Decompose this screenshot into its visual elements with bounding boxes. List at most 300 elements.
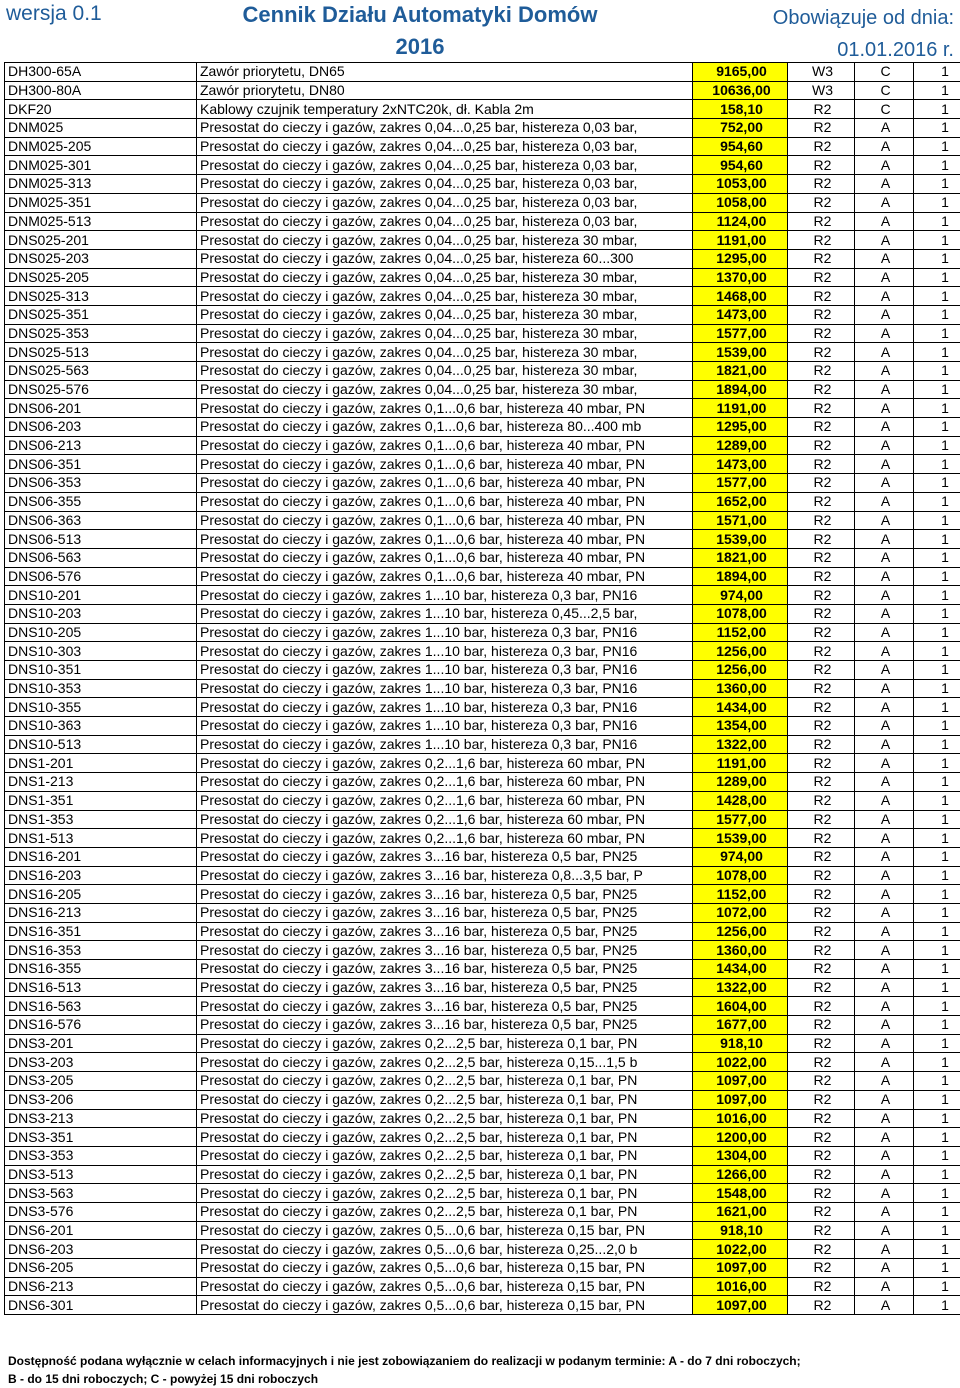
product-description-cell: Presostat do cieczy i gazów, zakres 0,1...0,6 bar, histereza 40 mbar, PN — [197, 511, 693, 530]
price-group-cell: R2 — [788, 997, 855, 1016]
product-price-cell: 1894,00 — [693, 567, 788, 586]
availability-footnote — [8, 1352, 958, 1388]
table-row — [5, 268, 960, 287]
product-code-cell: DNS025-203 — [5, 249, 197, 268]
product-code-cell: DNS6-201 — [5, 1221, 197, 1240]
product-price-cell: 1652,00 — [693, 492, 788, 511]
product-price-cell: 10636,00 — [693, 81, 788, 100]
product-code-cell: DNS025-563 — [5, 362, 197, 381]
product-description-cell: Presostat do cieczy i gazów, zakres 3...16 bar, histereza 0,5 bar, PN25 — [197, 941, 693, 960]
product-code-cell: DNS025-313 — [5, 287, 197, 306]
product-description-cell: Presostat do cieczy i gazów, zakres 3...16 bar, histereza 0,5 bar, PN25 — [197, 978, 693, 997]
price-group-cell: R2 — [788, 1296, 855, 1315]
product-description-cell: Presostat do cieczy i gazów, zakres 3...16 bar, histereza 0,5 bar, PN25 — [197, 960, 693, 979]
price-group-cell: R2 — [788, 231, 855, 250]
unit-cell: 1 — [914, 885, 960, 904]
availability-cell: A — [855, 193, 914, 212]
price-group-cell: R2 — [788, 679, 855, 698]
product-code-cell: DNS06-351 — [5, 455, 197, 474]
product-description-cell: Presostat do cieczy i gazów, zakres 0,5...0,6 bar, histereza 0,15 bar, PN — [197, 1277, 693, 1296]
availability-cell: A — [855, 436, 914, 455]
price-group-cell: R2 — [788, 193, 855, 212]
product-price-cell: 1058,00 — [693, 193, 788, 212]
price-group-cell: R2 — [788, 119, 855, 138]
product-price-cell: 1289,00 — [693, 773, 788, 792]
page-title-year: 2016 — [395, 34, 445, 59]
product-code-cell: DNS1-213 — [5, 773, 197, 792]
availability-cell: A — [855, 661, 914, 680]
product-price-cell: 1473,00 — [693, 455, 788, 474]
product-price-cell: 1097,00 — [693, 1072, 788, 1091]
product-code-cell: DNS10-203 — [5, 604, 197, 623]
unit-cell: 1 — [914, 922, 960, 941]
table-row — [5, 100, 960, 119]
product-code-cell: DNS06-203 — [5, 418, 197, 437]
product-description-cell: Presostat do cieczy i gazów, zakres 0,04...0,25 bar, histereza 30 mbar, — [197, 268, 693, 287]
availability-cell: A — [855, 1202, 914, 1221]
product-description-cell: Presostat do cieczy i gazów, zakres 1...10 bar, histereza 0,3 bar, PN16 — [197, 623, 693, 642]
price-group-cell: R2 — [788, 1016, 855, 1035]
availability-cell: A — [855, 754, 914, 773]
product-description-cell: Presostat do cieczy i gazów, zakres 0,04...0,25 bar, histereza 30 mbar, — [197, 362, 693, 381]
unit-cell: 1 — [914, 1165, 960, 1184]
table-row — [5, 175, 960, 194]
availability-cell: A — [855, 1184, 914, 1203]
price-group-cell: R2 — [788, 698, 855, 717]
product-description-cell: Presostat do cieczy i gazów, zakres 1...10 bar, histereza 0,3 bar, PN16 — [197, 661, 693, 680]
product-description-cell: Presostat do cieczy i gazów, zakres 1...10 bar, histereza 0,3 bar, PN16 — [197, 642, 693, 661]
product-price-cell: 1022,00 — [693, 1053, 788, 1072]
product-code-cell: DH300-80A — [5, 81, 197, 100]
table-row — [5, 1165, 960, 1184]
table-row — [5, 455, 960, 474]
availability-cell: A — [855, 586, 914, 605]
price-group-cell: R2 — [788, 829, 855, 848]
price-group-cell: R2 — [788, 717, 855, 736]
product-description-cell: Presostat do cieczy i gazów, zakres 0,2...2,5 bar, histereza 0,15...1,5 b — [197, 1053, 693, 1072]
unit-cell: 1 — [914, 343, 960, 362]
availability-cell: A — [855, 679, 914, 698]
table-row — [5, 362, 960, 381]
table-row — [5, 735, 960, 754]
availability-cell: C — [855, 100, 914, 119]
unit-cell: 1 — [914, 1109, 960, 1128]
product-code-cell: DNS06-201 — [5, 399, 197, 418]
product-price-cell: 1821,00 — [693, 362, 788, 381]
product-price-cell: 1370,00 — [693, 268, 788, 287]
product-description-cell: Presostat do cieczy i gazów, zakres 3...16 bar, histereza 0,5 bar, PN25 — [197, 1016, 693, 1035]
product-description-cell: Presostat do cieczy i gazów, zakres 0,2...2,5 bar, histereza 0,1 bar, PN — [197, 1109, 693, 1128]
availability-cell: A — [855, 941, 914, 960]
product-price-cell: 1428,00 — [693, 791, 788, 810]
table-row — [5, 1221, 960, 1240]
product-price-cell: 1016,00 — [693, 1277, 788, 1296]
unit-cell: 1 — [914, 119, 960, 138]
table-row — [5, 586, 960, 605]
availability-cell: A — [855, 1109, 914, 1128]
product-code-cell: DNS16-355 — [5, 960, 197, 979]
table-row — [5, 810, 960, 829]
product-price-cell: 158,10 — [693, 100, 788, 119]
table-row — [5, 1240, 960, 1259]
table-row — [5, 343, 960, 362]
unit-cell: 1 — [914, 661, 960, 680]
availability-cell: A — [855, 1277, 914, 1296]
price-group-cell: R2 — [788, 903, 855, 922]
product-code-cell: DNS6-301 — [5, 1296, 197, 1315]
price-group-cell: R2 — [788, 1090, 855, 1109]
product-description-cell: Presostat do cieczy i gazów, zakres 1...10 bar, histereza 0,3 bar, PN16 — [197, 698, 693, 717]
product-description-cell: Presostat do cieczy i gazów, zakres 0,1...0,6 bar, histereza 40 mbar, PN — [197, 567, 693, 586]
product-code-cell: DNS16-213 — [5, 903, 197, 922]
unit-cell: 1 — [914, 791, 960, 810]
unit-cell: 1 — [914, 175, 960, 194]
price-group-cell: R2 — [788, 492, 855, 511]
product-description-cell: Presostat do cieczy i gazów, zakres 0,5...0,6 bar, histereza 0,25...2,0 b — [197, 1240, 693, 1259]
unit-cell: 1 — [914, 1072, 960, 1091]
product-price-cell: 1266,00 — [693, 1165, 788, 1184]
price-group-cell: R2 — [788, 399, 855, 418]
table-row — [5, 63, 960, 82]
product-price-cell: 1022,00 — [693, 1240, 788, 1259]
table-row — [5, 866, 960, 885]
price-group-cell: R2 — [788, 735, 855, 754]
availability-cell: A — [855, 604, 914, 623]
price-group-cell: R2 — [788, 885, 855, 904]
product-description-cell: Presostat do cieczy i gazów, zakres 0,04...0,25 bar, histereza 0,03 bar, — [197, 212, 693, 231]
product-code-cell: DNS16-576 — [5, 1016, 197, 1035]
price-group-cell: R2 — [788, 941, 855, 960]
page-title: Cennik Działu Automatyki Domów — [242, 2, 598, 27]
product-description-cell: Zawór priorytetu, DN80 — [197, 81, 693, 100]
price-table-body — [5, 63, 960, 1315]
unit-cell: 1 — [914, 1277, 960, 1296]
unit-cell: 1 — [914, 511, 960, 530]
table-row — [5, 623, 960, 642]
unit-cell: 1 — [914, 249, 960, 268]
availability-cell: A — [855, 1090, 914, 1109]
price-group-cell: R2 — [788, 380, 855, 399]
product-price-cell: 1078,00 — [693, 866, 788, 885]
product-price-cell: 1152,00 — [693, 885, 788, 904]
product-code-cell: DNM025 — [5, 119, 197, 138]
price-group-cell: R2 — [788, 343, 855, 362]
product-code-cell: DNS06-513 — [5, 530, 197, 549]
unit-cell: 1 — [914, 1184, 960, 1203]
price-group-cell: W3 — [788, 63, 855, 82]
price-group-cell: R2 — [788, 1128, 855, 1147]
product-description-cell: Presostat do cieczy i gazów, zakres 0,2...2,5 bar, histereza 0,1 bar, PN — [197, 1146, 693, 1165]
product-description-cell: Presostat do cieczy i gazów, zakres 0,04...0,25 bar, histereza 30 mbar, — [197, 343, 693, 362]
product-price-cell: 1539,00 — [693, 343, 788, 362]
product-description-cell: Presostat do cieczy i gazów, zakres 3...16 bar, histereza 0,5 bar, PN25 — [197, 885, 693, 904]
product-description-cell: Presostat do cieczy i gazów, zakres 0,1...0,6 bar, histereza 40 mbar, PN — [197, 530, 693, 549]
product-description-cell: Presostat do cieczy i gazów, zakres 0,04...0,25 bar, histereza 0,03 bar, — [197, 175, 693, 194]
price-group-cell: R2 — [788, 511, 855, 530]
unit-cell: 1 — [914, 455, 960, 474]
product-code-cell: DNS1-353 — [5, 810, 197, 829]
product-code-cell: DNS025-513 — [5, 343, 197, 362]
price-group-cell: R2 — [788, 1277, 855, 1296]
table-row — [5, 922, 960, 941]
product-code-cell: DNS06-576 — [5, 567, 197, 586]
availability-cell: A — [855, 1259, 914, 1278]
price-group-cell: R2 — [788, 362, 855, 381]
product-code-cell: DNS10-355 — [5, 698, 197, 717]
product-code-cell: DNS1-351 — [5, 791, 197, 810]
table-row — [5, 474, 960, 493]
product-description-cell: Presostat do cieczy i gazów, zakres 0,04...0,25 bar, histereza 30 mbar, — [197, 305, 693, 324]
product-code-cell: DNS16-203 — [5, 866, 197, 885]
price-group-cell: R2 — [788, 287, 855, 306]
product-description-cell: Presostat do cieczy i gazów, zakres 0,2...1,6 bar, histereza 60 mbar, PN — [197, 791, 693, 810]
product-code-cell: DNS16-205 — [5, 885, 197, 904]
unit-cell: 1 — [914, 829, 960, 848]
product-price-cell: 1322,00 — [693, 978, 788, 997]
product-code-cell: DNS025-576 — [5, 380, 197, 399]
validity-label: Obowiązuje od dnia: — [772, 7, 954, 29]
table-row — [5, 847, 960, 866]
product-price-cell: 1097,00 — [693, 1259, 788, 1278]
version-label: wersja 0.1 — [6, 2, 102, 25]
unit-cell: 1 — [914, 1128, 960, 1147]
page-header — [0, 0, 960, 62]
price-group-cell: R2 — [788, 175, 855, 194]
product-code-cell: DNS06-213 — [5, 436, 197, 455]
product-description-cell: Presostat do cieczy i gazów, zakres 0,04...0,25 bar, histereza 30 mbar, — [197, 287, 693, 306]
unit-cell: 1 — [914, 623, 960, 642]
table-row — [5, 773, 960, 792]
availability-cell: A — [855, 474, 914, 493]
availability-cell: A — [855, 380, 914, 399]
product-code-cell: DNS16-351 — [5, 922, 197, 941]
unit-cell: 1 — [914, 941, 960, 960]
unit-cell: 1 — [914, 997, 960, 1016]
table-row — [5, 137, 960, 156]
table-row — [5, 885, 960, 904]
product-price-cell: 1548,00 — [693, 1184, 788, 1203]
availability-cell: A — [855, 455, 914, 474]
unit-cell: 1 — [914, 735, 960, 754]
product-price-cell: 1473,00 — [693, 305, 788, 324]
product-price-cell: 1434,00 — [693, 698, 788, 717]
availability-cell: A — [855, 810, 914, 829]
unit-cell: 1 — [914, 810, 960, 829]
unit-cell: 1 — [914, 903, 960, 922]
availability-cell: A — [855, 997, 914, 1016]
price-group-cell: R2 — [788, 268, 855, 287]
price-group-cell: R2 — [788, 455, 855, 474]
product-code-cell: DNM025-313 — [5, 175, 197, 194]
table-row — [5, 642, 960, 661]
product-price-cell: 1677,00 — [693, 1016, 788, 1035]
product-code-cell: DNS3-351 — [5, 1128, 197, 1147]
price-group-cell: R2 — [788, 922, 855, 941]
price-group-cell: R2 — [788, 1202, 855, 1221]
availability-cell: A — [855, 231, 914, 250]
availability-cell: A — [855, 511, 914, 530]
price-group-cell: R2 — [788, 978, 855, 997]
availability-cell: A — [855, 960, 914, 979]
product-code-cell: DNS10-303 — [5, 642, 197, 661]
availability-cell: A — [855, 642, 914, 661]
product-code-cell: DNS16-563 — [5, 997, 197, 1016]
product-code-cell: DNS06-353 — [5, 474, 197, 493]
product-price-cell: 1434,00 — [693, 960, 788, 979]
price-group-cell: R2 — [788, 623, 855, 642]
product-code-cell: DNS025-205 — [5, 268, 197, 287]
table-row — [5, 119, 960, 138]
availability-cell: A — [855, 847, 914, 866]
product-price-cell: 974,00 — [693, 586, 788, 605]
price-group-cell: R2 — [788, 960, 855, 979]
price-group-cell: R2 — [788, 249, 855, 268]
table-row — [5, 717, 960, 736]
product-description-cell: Presostat do cieczy i gazów, zakres 0,2...1,6 bar, histereza 60 mbar, PN — [197, 754, 693, 773]
product-code-cell: DNS10-351 — [5, 661, 197, 680]
product-code-cell: DNS3-513 — [5, 1165, 197, 1184]
product-price-cell: 1354,00 — [693, 717, 788, 736]
table-row — [5, 1128, 960, 1147]
price-group-cell: R2 — [788, 1109, 855, 1128]
product-price-cell: 1191,00 — [693, 231, 788, 250]
availability-cell: A — [855, 866, 914, 885]
price-group-cell: R2 — [788, 1184, 855, 1203]
table-row — [5, 1202, 960, 1221]
product-description-cell: Presostat do cieczy i gazów, zakres 0,04...0,25 bar, histereza 30 mbar, — [197, 231, 693, 250]
product-code-cell: DH300-65A — [5, 63, 197, 82]
availability-cell: A — [855, 399, 914, 418]
product-price-cell: 1621,00 — [693, 1202, 788, 1221]
unit-cell: 1 — [914, 847, 960, 866]
product-description-cell: Presostat do cieczy i gazów, zakres 1...10 bar, histereza 0,3 bar, PN16 — [197, 717, 693, 736]
product-code-cell: DNS3-213 — [5, 1109, 197, 1128]
product-code-cell: DNM025-301 — [5, 156, 197, 175]
price-group-cell: R2 — [788, 156, 855, 175]
product-code-cell: DNS3-563 — [5, 1184, 197, 1203]
price-group-cell: R2 — [788, 324, 855, 343]
validity-date: 01.01.2016 r. — [837, 39, 954, 61]
product-code-cell: DNS6-213 — [5, 1277, 197, 1296]
unit-cell: 1 — [914, 960, 960, 979]
product-description-cell: Zawór priorytetu, DN65 — [197, 63, 693, 82]
price-group-cell: W3 — [788, 81, 855, 100]
product-price-cell: 1894,00 — [693, 380, 788, 399]
table-row — [5, 305, 960, 324]
availability-cell: A — [855, 175, 914, 194]
table-row — [5, 1016, 960, 1035]
table-row — [5, 829, 960, 848]
unit-cell: 1 — [914, 717, 960, 736]
table-row — [5, 679, 960, 698]
product-code-cell: DNS06-355 — [5, 492, 197, 511]
table-row — [5, 1053, 960, 1072]
unit-cell: 1 — [914, 679, 960, 698]
table-row — [5, 978, 960, 997]
product-code-cell: DNM025-205 — [5, 137, 197, 156]
product-price-cell: 1360,00 — [693, 679, 788, 698]
product-code-cell: DNS3-206 — [5, 1090, 197, 1109]
price-table — [4, 62, 960, 1315]
unit-cell: 1 — [914, 287, 960, 306]
product-price-cell: 1539,00 — [693, 530, 788, 549]
table-row — [5, 212, 960, 231]
product-price-cell: 918,10 — [693, 1221, 788, 1240]
product-description-cell: Presostat do cieczy i gazów, zakres 0,1...0,6 bar, histereza 40 mbar, PN — [197, 548, 693, 567]
product-price-cell: 1191,00 — [693, 399, 788, 418]
unit-cell: 1 — [914, 63, 960, 82]
price-group-cell: R2 — [788, 1034, 855, 1053]
availability-cell: A — [855, 1165, 914, 1184]
product-price-cell: 1571,00 — [693, 511, 788, 530]
product-price-cell: 1053,00 — [693, 175, 788, 194]
unit-cell: 1 — [914, 866, 960, 885]
table-row — [5, 1146, 960, 1165]
table-row — [5, 1277, 960, 1296]
product-description-cell: Presostat do cieczy i gazów, zakres 0,2...1,6 bar, histereza 60 mbar, PN — [197, 773, 693, 792]
availability-cell: A — [855, 530, 914, 549]
table-row — [5, 903, 960, 922]
unit-cell: 1 — [914, 1240, 960, 1259]
price-group-cell: R2 — [788, 1221, 855, 1240]
product-price-cell: 974,00 — [693, 847, 788, 866]
product-description-cell: Presostat do cieczy i gazów, zakres 0,5...0,6 bar, histereza 0,15 bar, PN — [197, 1259, 693, 1278]
availability-cell: A — [855, 791, 914, 810]
availability-cell: A — [855, 717, 914, 736]
product-price-cell: 1360,00 — [693, 941, 788, 960]
availability-cell: A — [855, 1034, 914, 1053]
availability-cell: A — [855, 1072, 914, 1091]
table-row — [5, 399, 960, 418]
price-group-cell: R2 — [788, 810, 855, 829]
availability-cell: A — [855, 268, 914, 287]
unit-cell: 1 — [914, 418, 960, 437]
table-row — [5, 941, 960, 960]
table-row — [5, 698, 960, 717]
product-description-cell: Presostat do cieczy i gazów, zakres 0,04...0,25 bar, histereza 30 mbar, — [197, 324, 693, 343]
product-code-cell: DNS025-201 — [5, 231, 197, 250]
table-row — [5, 960, 960, 979]
unit-cell: 1 — [914, 193, 960, 212]
availability-cell: A — [855, 1221, 914, 1240]
availability-cell: A — [855, 137, 914, 156]
product-price-cell: 1304,00 — [693, 1146, 788, 1165]
availability-cell: A — [855, 492, 914, 511]
product-code-cell: DNS1-513 — [5, 829, 197, 848]
product-code-cell: DNS3-203 — [5, 1053, 197, 1072]
product-description-cell: Presostat do cieczy i gazów, zakres 3...16 bar, histereza 0,8...3,5 bar, P — [197, 866, 693, 885]
product-price-cell: 1072,00 — [693, 903, 788, 922]
table-row — [5, 1109, 960, 1128]
price-group-cell: R2 — [788, 548, 855, 567]
table-row — [5, 548, 960, 567]
product-description-cell: Presostat do cieczy i gazów, zakres 0,2...2,5 bar, histereza 0,1 bar, PN — [197, 1202, 693, 1221]
product-description-cell: Presostat do cieczy i gazów, zakres 0,1...0,6 bar, histereza 40 mbar, PN — [197, 455, 693, 474]
product-code-cell: DKF20 — [5, 100, 197, 119]
product-code-cell: DNS3-353 — [5, 1146, 197, 1165]
product-price-cell: 1539,00 — [693, 829, 788, 848]
product-price-cell: 1577,00 — [693, 324, 788, 343]
product-code-cell: DNS16-353 — [5, 941, 197, 960]
availability-cell: A — [855, 978, 914, 997]
unit-cell: 1 — [914, 1146, 960, 1165]
price-group-cell: R2 — [788, 866, 855, 885]
product-code-cell: DNS10-513 — [5, 735, 197, 754]
product-description-cell: Presostat do cieczy i gazów, zakres 0,2...2,5 bar, histereza 0,1 bar, PN — [197, 1184, 693, 1203]
product-code-cell: DNS06-563 — [5, 548, 197, 567]
table-row — [5, 754, 960, 773]
product-price-cell: 918,10 — [693, 1034, 788, 1053]
